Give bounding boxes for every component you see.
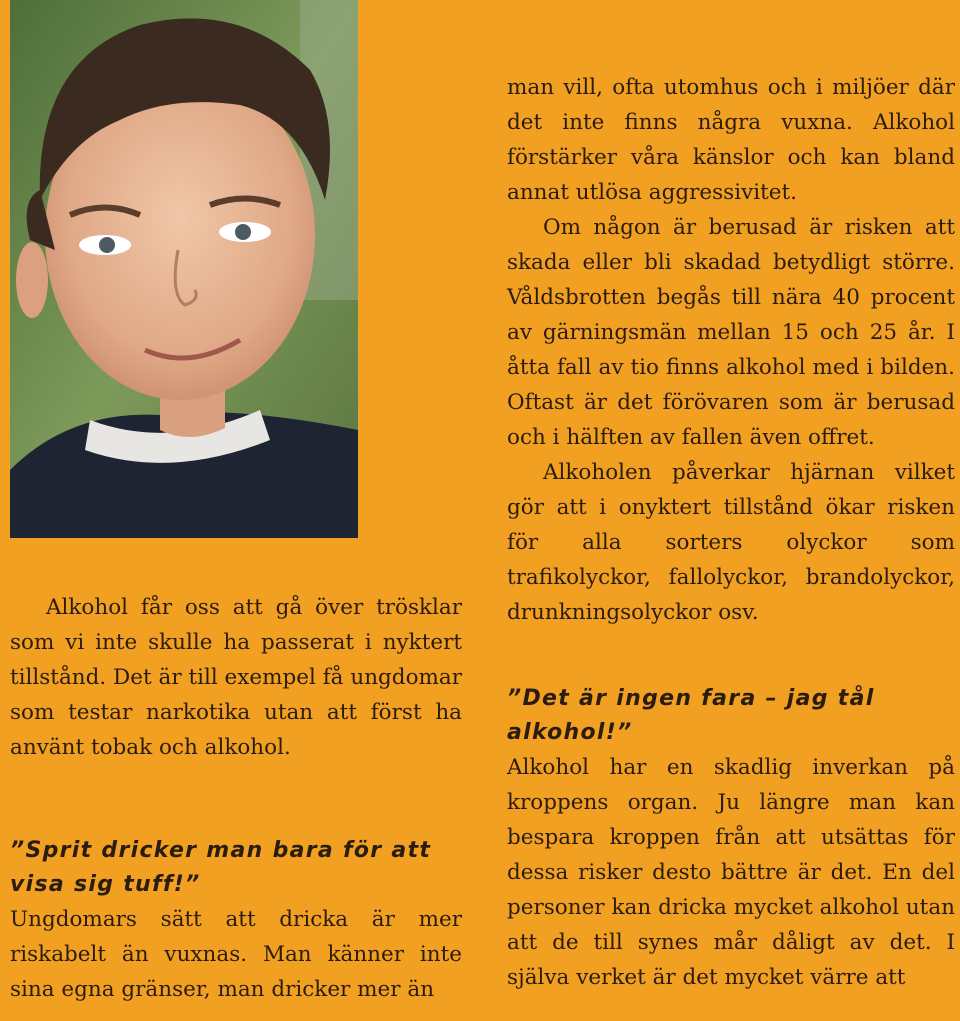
- right-paragraph-2: Om någon är berusad är risken att skada eller bli skadad betydligt större. Våldsbrotten begås till nära 40 procent av gärningsmän mellan 15 och 25 år. I åtta fall av tio finns alkohol med i bilden. Oftast är det förövaren som är berusad och i hälften av fallen även offret.: [507, 215, 955, 450]
- right-paragraph-4: Alkohol har en skadlig inverkan på kroppens organ. Ju längre man kan bespara kroppen från att utsättas för dessa risker desto bättre är det. En del personer kan dricka mycket alkohol utan att de till synes mår dåligt av det. I själva verket är det mycket värre att: [507, 755, 955, 990]
- right-subheading: ”Det är ingen fara – jag tål alkohol!”: [507, 686, 875, 745]
- right-text-column: [507, 70, 955, 995]
- left-text-column: [10, 590, 462, 1007]
- left-subheading: ”Sprit dricker man bara för att visa sig tuff!”: [10, 838, 432, 897]
- left-paragraph-1: Alkohol får oss att gå över trösklar som vi inte skulle ha passerat i nyktert tillstånd. Det är till exempel få ungdomar som testar narkotika utan att först ha använt tobak och alkohol.: [10, 595, 462, 760]
- portrait-illustration: [10, 0, 358, 538]
- right-paragraph-1: man vill, ofta utomhus och i miljöer där det inte finns några vuxna. Alkohol förstärker våra känslor och kan bland annat utlösa aggressivitet.: [507, 75, 955, 205]
- left-paragraph-2: Ungdomars sätt att dricka är mer riskabelt än vuxnas. Man känner inte sina egna gränser, man dricker mer än: [10, 907, 462, 1002]
- portrait-photo: [10, 0, 358, 538]
- right-paragraph-3: Alkoholen påverkar hjärnan vilket gör att i onyktert tillstånd ökar risken för alla sorters olyckor som trafikolyckor, fallolyckor, brandolyckor, drunkningsolyckor osv.: [507, 460, 955, 625]
